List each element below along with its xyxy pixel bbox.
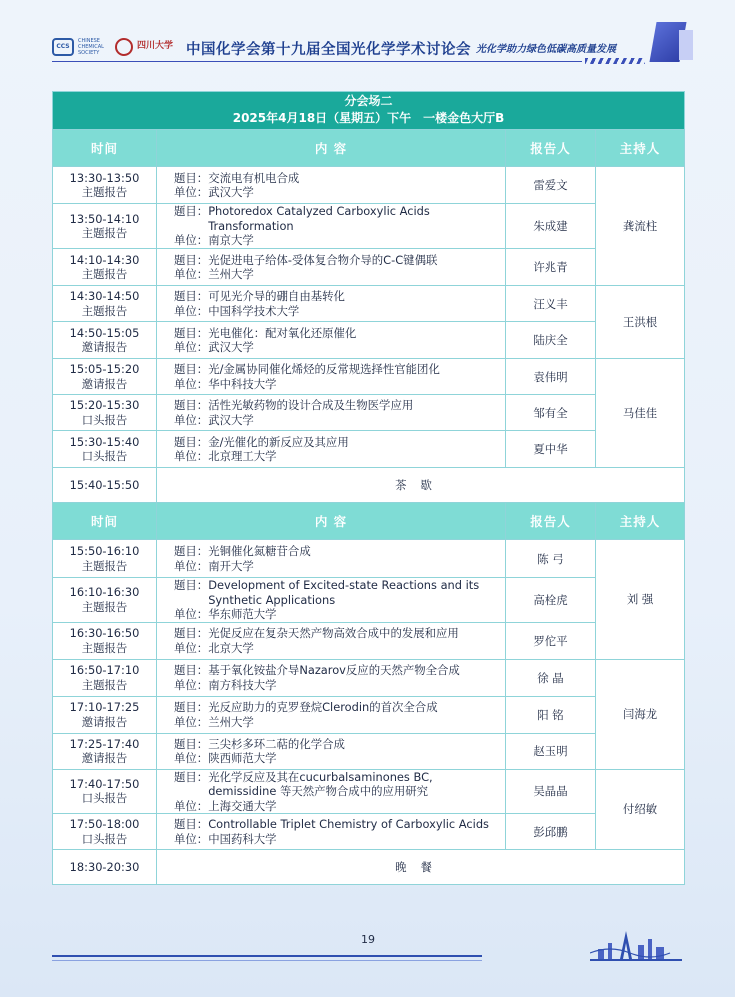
speaker-cell (506, 286, 596, 322)
unit-label: 单位： (174, 233, 209, 248)
topic-label: 题目： (174, 700, 209, 714)
talk-time: 13:50-14:10 (69, 211, 140, 226)
column-header-row (53, 503, 685, 540)
talk-unit: 中国药科大学 (208, 831, 277, 846)
talk-topic: 光电催化：配对氧化还原催化 (208, 325, 357, 340)
talk-time-cell (53, 540, 157, 578)
session-name: 分会场二 (344, 94, 393, 108)
talk-type: 主题报告 (81, 599, 128, 614)
speaker-cell (506, 578, 596, 623)
col-header-time: 时间 (53, 503, 157, 540)
talk-topic: 交流电有机电合成 (208, 170, 300, 185)
talk-time: 15:30-15:40 (69, 434, 140, 449)
talk-topic: 基于氧化铵盐介导Nazarov反应的天然产物全合成 (208, 663, 460, 677)
table-row (53, 733, 685, 769)
speaker-name: 赵玉明 (533, 744, 568, 758)
corner-decoration-accent (679, 30, 693, 60)
speaker-name: 陈 弓 (537, 551, 564, 566)
speaker-cell (506, 167, 596, 204)
speaker-name: 徐 晶 (537, 670, 564, 685)
tea-break-row (53, 468, 685, 503)
talk-content-cell (157, 540, 506, 578)
speaker-name: 吴晶晶 (533, 784, 568, 799)
col-header-content: 内 容 (157, 503, 506, 540)
speaker-name: 陆庆全 (533, 333, 568, 347)
talk-time: 17:25-17:40 (69, 736, 140, 751)
talk-time-cell (53, 622, 157, 659)
talk-content-cell (157, 249, 506, 286)
table-row (53, 696, 685, 733)
unit-label: 单位： (174, 449, 209, 463)
ccs-logo-text: CHINESE CHEMICAL SOCIETY (78, 38, 104, 56)
speaker-name: 罗佗平 (533, 633, 568, 648)
speaker-cell (506, 395, 596, 431)
unit-label: 单位： (174, 798, 209, 813)
talk-time: 15:20-15:30 (69, 398, 140, 412)
talk-content-cell (157, 696, 506, 733)
talk-time-cell (53, 733, 157, 769)
talk-time-cell (53, 322, 157, 359)
talk-topic: 光促反应在复杂天然产物高效合成中的发展和应用 (208, 626, 459, 640)
host-cell (596, 359, 685, 468)
talk-time-cell (53, 359, 157, 395)
unit-label: 单位： (174, 376, 209, 391)
col-header-content: 内 容 (157, 130, 506, 167)
stripe-decoration (585, 58, 645, 64)
footer-divider-thin (52, 960, 482, 961)
talk-unit: 武汉大学 (208, 412, 254, 427)
talk-time-cell (53, 431, 157, 468)
talk-unit: 陕西师范大学 (208, 751, 277, 765)
scu-emblem-icon (115, 38, 133, 56)
topic-label: 题目： (174, 170, 209, 185)
talk-time-cell (53, 769, 157, 814)
speaker-cell (506, 659, 596, 696)
talk-time-cell (53, 249, 157, 286)
topic-label: 题目： (174, 252, 209, 267)
col-header-host: 主持人 (596, 130, 685, 167)
talk-unit: 华东师范大学 (208, 607, 277, 621)
talk-type: 主题报告 (81, 303, 128, 318)
host-name: 闫海龙 (622, 707, 658, 721)
topic-label: 题目： (174, 204, 209, 219)
talk-unit: 兰州大学 (208, 267, 254, 281)
talk-topic: Development of Excited-state Reactions and its (208, 578, 480, 592)
talk-topic: Synthetic Applications (208, 592, 336, 607)
conference-slogan: 光化学助力绿色低碳高质量发展 (476, 44, 616, 55)
speaker-name: 彭邱鹏 (533, 824, 568, 839)
talk-content-cell (157, 622, 506, 659)
city-skyline-icon (590, 925, 682, 961)
speaker-name: 雷爱文 (533, 178, 568, 192)
host-name: 付绍敏 (622, 802, 658, 817)
talk-topic: demissidine 等天然产物合成中的应用研究 (208, 784, 429, 798)
talk-time: 16:10-16:30 (69, 585, 140, 600)
speaker-name: 汪义丰 (533, 296, 568, 311)
talk-type: 口头报告 (81, 831, 128, 846)
talk-content-cell (157, 659, 506, 696)
unit-label: 单位： (174, 714, 209, 729)
talk-unit: 南京大学 (208, 233, 254, 248)
speaker-cell (506, 249, 596, 286)
talk-type: 邀请报告 (81, 340, 128, 354)
page-number: 19 (361, 933, 375, 946)
talk-type: 口头报告 (81, 412, 128, 427)
session-banner (53, 92, 685, 130)
unit-label: 单位： (174, 677, 209, 692)
talk-content-cell (157, 322, 506, 359)
host-name: 刘 强 (626, 592, 654, 607)
col-header-speaker: 报告人 (506, 130, 596, 167)
talk-unit: 武汉大学 (208, 340, 254, 354)
ccs-logo: CCS (52, 38, 74, 56)
speaker-cell (506, 814, 596, 850)
talk-content-cell (157, 578, 506, 623)
talk-unit: 南方科技大学 (208, 677, 277, 692)
unit-label: 单位： (174, 558, 209, 573)
topic-label: 题目： (174, 663, 209, 677)
speaker-name: 夏中华 (533, 442, 568, 456)
schedule-table (52, 91, 685, 885)
talk-time: 17:50-18:00 (69, 817, 140, 831)
unit-label: 单位： (174, 303, 209, 318)
conference-title: 中国化学会第十九届全国光化学学术讨论会 (186, 42, 471, 58)
topic-label: 题目： (174, 626, 209, 640)
speaker-cell (506, 322, 596, 359)
topic-label: 题目： (174, 817, 209, 831)
table-row (53, 769, 685, 814)
talk-topic: 金/光催化的新反应及其应用 (208, 434, 349, 449)
speaker-name: 袁伟明 (533, 369, 568, 384)
host-name: 马佳佳 (622, 406, 658, 420)
topic-label: 题目： (174, 434, 209, 449)
talk-time-cell (53, 286, 157, 322)
talk-time-cell (53, 814, 157, 850)
col-header-host: 主持人 (596, 503, 685, 540)
talk-time-cell (53, 659, 157, 696)
talk-topic: 光促进电子给体-受体复合物介导的C-C键偶联 (208, 252, 438, 267)
talk-time: 17:40-17:50 (69, 776, 140, 791)
speaker-cell (506, 733, 596, 769)
talk-type: 主题报告 (81, 558, 128, 573)
host-cell (596, 167, 685, 286)
talk-time-cell (53, 204, 157, 249)
topic-label: 题目： (174, 544, 209, 558)
speaker-name: 邹有全 (533, 405, 568, 420)
page-header (0, 0, 735, 80)
talk-time: 16:30-16:50 (69, 626, 140, 640)
talk-content-cell (157, 286, 506, 322)
talk-type: 主题报告 (81, 640, 128, 655)
speaker-cell (506, 622, 596, 659)
talk-time: 14:10-14:30 (69, 252, 140, 267)
speaker-name: 阳 铭 (537, 707, 564, 722)
speaker-name: 朱成建 (533, 219, 568, 233)
talk-time: 17:10-17:25 (69, 700, 140, 714)
table-row (53, 431, 685, 468)
talk-content-cell (157, 769, 506, 814)
talk-content-cell (157, 733, 506, 769)
speaker-cell (506, 204, 596, 249)
topic-label: 题目： (174, 289, 209, 303)
table-row (53, 286, 685, 322)
talk-topic: 三尖杉多环二萜的化学合成 (208, 736, 345, 751)
talk-type: 邀请报告 (81, 376, 128, 391)
speaker-name: 高栓虎 (533, 592, 568, 607)
talk-content-cell (157, 395, 506, 431)
talk-time: 14:30-14:50 (69, 289, 140, 303)
speaker-cell (506, 540, 596, 578)
talk-topic: 光反应助力的克罗登烷Clerodin的首次全合成 (208, 700, 438, 714)
speaker-cell (506, 431, 596, 468)
col-header-time: 时间 (53, 130, 157, 167)
talk-topic: Transformation (208, 218, 294, 233)
topic-label: 题目： (174, 769, 209, 784)
talk-unit: 北京理工大学 (208, 449, 277, 463)
unit-label: 单位： (174, 185, 209, 199)
unit-label: 单位： (174, 340, 209, 354)
table-row (53, 395, 685, 431)
table-row (53, 540, 685, 578)
talk-content-cell (157, 359, 506, 395)
talk-type: 主题报告 (81, 226, 128, 240)
talk-type: 主题报告 (81, 185, 128, 199)
unit-label: 单位： (174, 640, 209, 655)
talk-type: 主题报告 (81, 677, 128, 692)
talk-topic: 光/金属协同催化烯烃的反常规选择性官能团化 (208, 362, 440, 376)
table-row (53, 659, 685, 696)
topic-label: 题目： (174, 578, 209, 592)
talk-topic: 活性光敏药物的设计合成及生物医学应用 (208, 398, 414, 412)
table-row (53, 322, 685, 359)
talk-topic: Photoredox Catalyzed Carboxylic Acids (208, 204, 430, 219)
break-label-cell (157, 468, 685, 503)
scu-logo-text: 四川大学 (137, 41, 174, 51)
topic-label: 题目： (174, 398, 209, 412)
talk-time: 16:50-17:10 (69, 663, 140, 677)
dinner-row (53, 850, 685, 885)
table-row (53, 204, 685, 249)
host-cell (596, 540, 685, 660)
talk-unit: 上海交通大学 (208, 798, 277, 813)
footer-divider (52, 955, 482, 957)
talk-topic: 可见光介导的硼自由基转化 (208, 289, 345, 303)
talk-time-cell (53, 395, 157, 431)
talk-unit: 北京大学 (208, 640, 254, 655)
table-row (53, 814, 685, 850)
host-name: 王洪根 (622, 315, 658, 329)
talk-unit: 兰州大学 (208, 714, 254, 729)
table-row (53, 578, 685, 623)
talk-time-cell (53, 167, 157, 204)
talk-topic: 光化学反应及其在cucurbalsaminones BC, (208, 769, 433, 784)
table-row (53, 249, 685, 286)
talk-time: 14:50-15:05 (69, 325, 140, 340)
col-header-speaker: 报告人 (506, 503, 596, 540)
speaker-name: 许兆青 (533, 260, 568, 274)
talk-topic: 光铜催化氮糖苷合成 (208, 544, 311, 558)
talk-type: 口头报告 (81, 791, 128, 806)
table-row (53, 359, 685, 395)
header-divider (52, 61, 582, 62)
topic-label: 题目： (174, 325, 209, 340)
break-time-cell (53, 468, 157, 503)
host-cell (596, 286, 685, 359)
break-label: 晚餐 (395, 860, 446, 874)
talk-content-cell (157, 814, 506, 850)
topic-label: 题目： (174, 362, 209, 376)
talk-time: 13:30-13:50 (69, 170, 140, 185)
column-header-row (53, 130, 685, 167)
talk-type: 邀请报告 (81, 714, 128, 729)
unit-label: 单位： (174, 831, 209, 846)
talk-type: 主题报告 (81, 267, 128, 281)
talk-time: 15:05-15:20 (69, 362, 140, 376)
talk-type: 口头报告 (81, 449, 128, 463)
talk-unit: 华中科技大学 (208, 376, 277, 391)
talk-time-cell (53, 578, 157, 623)
talk-unit: 中国科学技术大学 (208, 303, 300, 318)
session-datetime: 2025年4月18日（星期五）下午 一楼金色大厅B (232, 111, 505, 125)
unit-label: 单位： (174, 751, 209, 765)
topic-label: 题目： (174, 736, 209, 751)
talk-content-cell (157, 204, 506, 249)
talk-time: 15:50-16:10 (69, 544, 140, 558)
host-cell (596, 659, 685, 769)
talk-unit: 武汉大学 (208, 185, 254, 199)
talk-time-cell (53, 696, 157, 733)
break-label-cell (157, 850, 685, 885)
unit-label: 单位： (174, 267, 209, 281)
speaker-cell (506, 696, 596, 733)
talk-content-cell (157, 431, 506, 468)
table-row (53, 622, 685, 659)
speaker-cell (506, 769, 596, 814)
talk-unit: 南开大学 (208, 558, 254, 573)
unit-label: 单位： (174, 412, 209, 427)
talk-topic: Controllable Triplet Chemistry of Carboxylic Acids (208, 817, 489, 831)
break-label: 茶歇 (395, 478, 446, 492)
break-time: 15:40-15:50 (69, 477, 140, 492)
speaker-cell (506, 359, 596, 395)
host-name: 龚流柱 (622, 219, 658, 233)
unit-label: 单位： (174, 607, 209, 621)
break-time-cell (53, 850, 157, 885)
table-row (53, 167, 685, 204)
talk-type: 邀请报告 (81, 751, 128, 765)
break-time: 18:30-20:30 (69, 859, 140, 874)
host-cell (596, 769, 685, 850)
talk-content-cell (157, 167, 506, 204)
